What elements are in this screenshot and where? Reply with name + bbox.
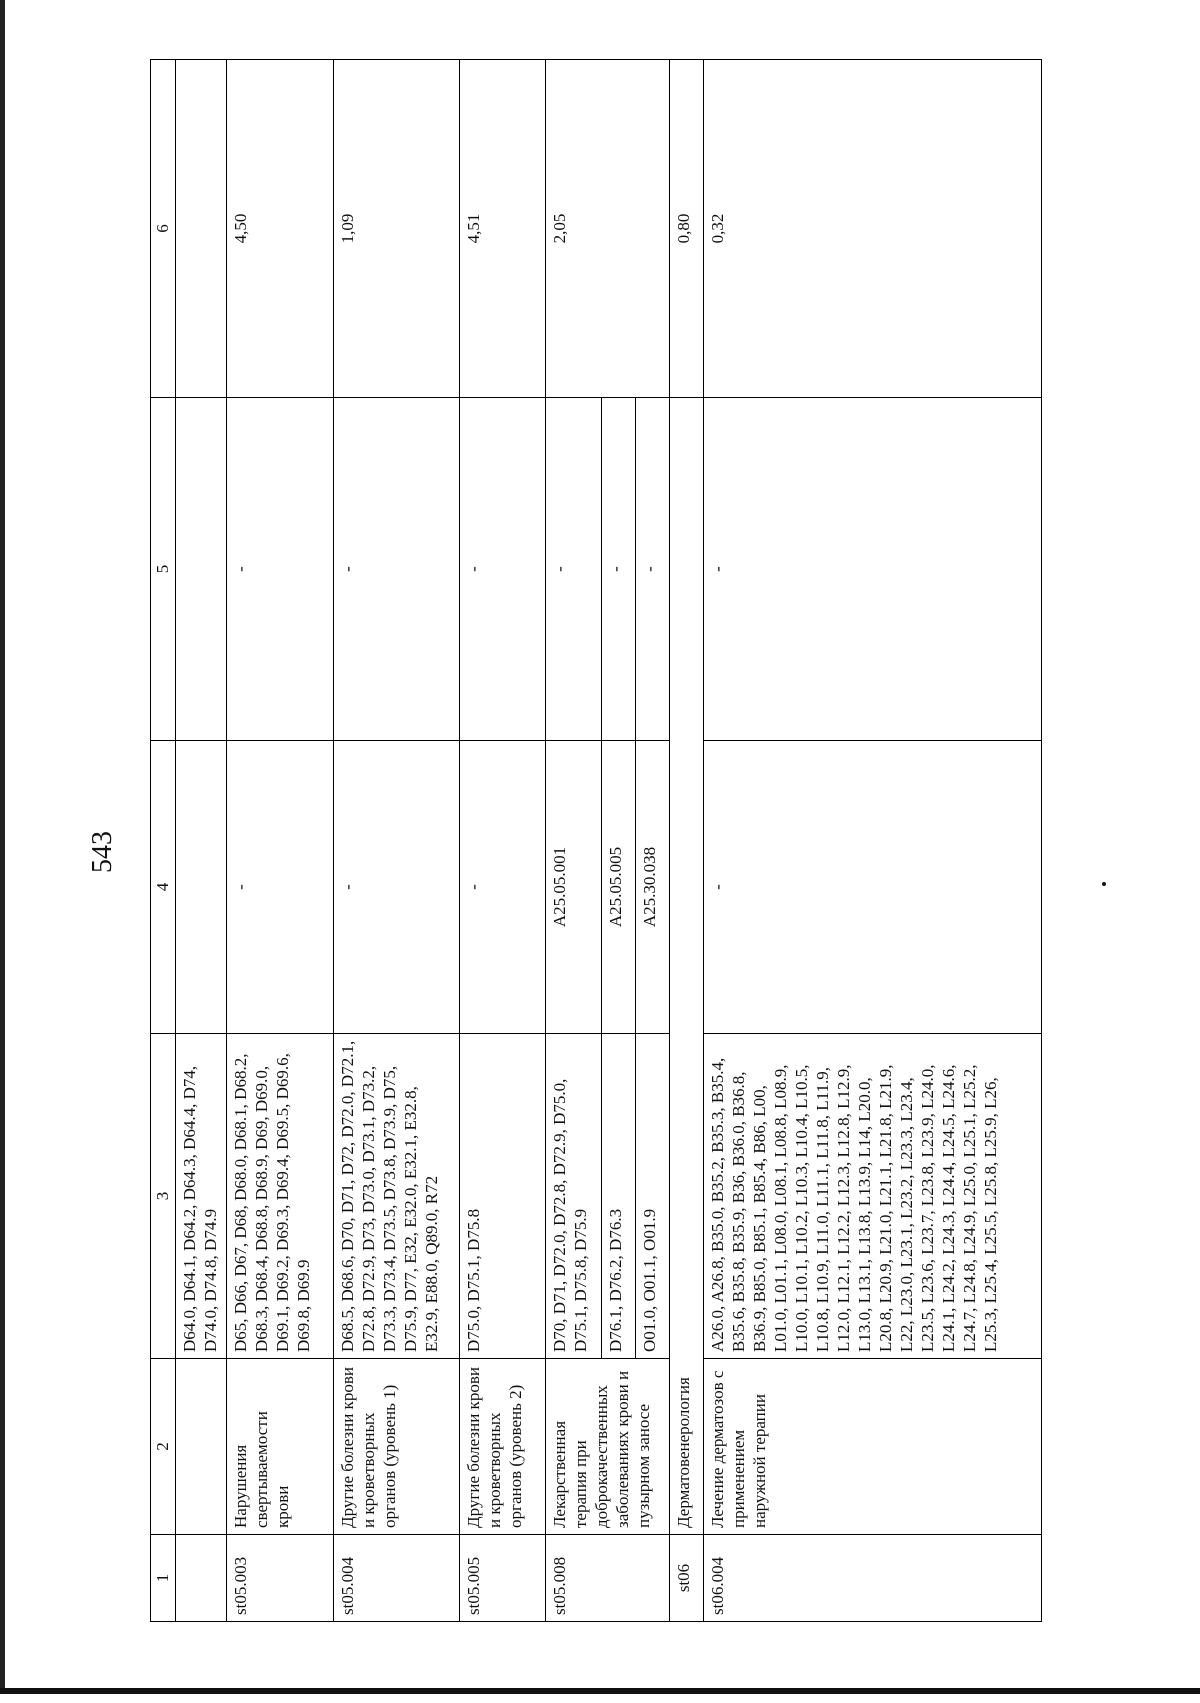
cell-other xyxy=(176,398,227,741)
cell-diagnosis-codes: O01.0, O01.1, O01.9 xyxy=(636,1034,670,1359)
cell-code: st06 xyxy=(670,1535,704,1622)
header-col-3: 3 xyxy=(151,1034,176,1359)
cell-coefficient: 0,32 xyxy=(704,60,1042,398)
cell-diagnosis-codes: D75.0, D75.1, D75.8 xyxy=(460,1034,546,1359)
rotated-table-area xyxy=(150,60,1150,1622)
cell-coefficient: 2,05 xyxy=(546,60,670,398)
page-number: 543 xyxy=(87,831,118,873)
tariff-table xyxy=(150,59,1042,1622)
table-row-st06-004 xyxy=(704,60,1042,1622)
cell-code xyxy=(176,1535,227,1622)
cell-name: Нарушения свертываемости крови xyxy=(227,1359,334,1535)
cell-coefficient: 0,80 xyxy=(670,60,704,398)
cell-coefficient xyxy=(176,60,227,398)
header-col-2: 2 xyxy=(151,1359,176,1535)
table-row-st05-008 xyxy=(546,60,602,1622)
cell-other: - xyxy=(602,398,636,741)
scan-bottom-edge xyxy=(0,1688,1200,1694)
header-col-6: 6 xyxy=(151,60,176,398)
cell-other: - xyxy=(334,398,460,741)
table-row-continued xyxy=(176,60,227,1622)
cell-service-code: - xyxy=(460,741,546,1034)
cell-code: st05.004 xyxy=(334,1535,460,1622)
cell-code: st06.004 xyxy=(704,1535,1042,1622)
scan-left-edge xyxy=(0,0,5,1694)
cell-coefficient: 1,09 xyxy=(334,60,460,398)
cell-service-code: - xyxy=(227,741,334,1034)
table-rotator xyxy=(150,60,1150,1622)
cell-service-code xyxy=(176,741,227,1034)
cell-diagnosis-codes: D64.0, D64.1, D64.2, D64.3, D64.4, D74, D74.0, D74.8, D74.9 xyxy=(176,1034,227,1359)
header-col-1: 1 xyxy=(151,1535,176,1622)
table-row-st05-004 xyxy=(334,60,460,1622)
cell-diagnosis-codes: D76.1, D76.2, D76.3 xyxy=(602,1034,636,1359)
cell-other: - xyxy=(460,398,546,741)
cell-name: Лечение дерматозов с применением наружной терапии xyxy=(704,1359,1042,1535)
cell-service-code: A25.05.005 xyxy=(602,741,636,1034)
table-row-st05-005 xyxy=(460,60,546,1622)
cell-code: st05.005 xyxy=(460,1535,546,1622)
cell-other: - xyxy=(227,398,334,741)
cell-service-code: A25.05.001 xyxy=(546,741,602,1034)
cell-name: Другие болезни крови и кроветворных органов (уровень 2) xyxy=(460,1359,546,1535)
cell-service-code: - xyxy=(704,741,1042,1034)
cell-diagnosis-codes: D65, D66, D67, D68, D68.0, D68.1, D68.2, D68.3, D68.4, D68.8, D68.9, D69, D69.0, D69.1, D69.2, D69.3, D69.4, D69.5, D69.6, D69.8, D69.9 xyxy=(227,1034,334,1359)
cell-diagnosis-codes: D70, D71, D72.0, D72.8, D72.9, D75.0, D75.1, D75.8, D75.9 xyxy=(546,1034,602,1359)
cell-section-name: Дерматовенерология xyxy=(670,398,704,1535)
header-col-5: 5 xyxy=(151,398,176,741)
cell-name: Другие болезни крови и кроветворных органов (уровень 1) xyxy=(334,1359,460,1535)
cell-diagnosis-codes: A26.0, A26.8, B35.0, B35.2, B35.3, B35.4, B35.6, B35.8, B35.9, B36, B36.0, B36.8, B36.9, B85.0, B85.1, B85.4, B86, L00, L01.0, L01.1, L08.0, L08.1, L08.8, L08.9, L10.0, L10.1, L10.2, L10.3, L10.4, L10.5, L10.8, L10.9, L11.0, L11.1, L11.8, L11.9, L12.0, L12.1, L12.2, L12.3, L12.8, L12.9, L13.0, L13.1, L13.8, L13.9, L14, L20.0, L20.8, L20.9, L21.0, L21.1, L21.8, L21.9, L22, L23.0, L23.1, L23.2, L23.3, L23.4, L23.5, L23.6, L23.7, L23.8, L23.9, L24.0, L24.1, L24.2, L24.3, L24.4, L24.5, L24.6, L24.7, L24.8, L24.9, L25.0, L25.1, L25.2, L25.3, L25.4, L25.5, L25.8, L25.9, L26, xyxy=(704,1034,1042,1359)
header-col-4: 4 xyxy=(151,741,176,1034)
cell-name: Лекарственная терапия при доброкачественных заболеваниях крови и пузырном заносе xyxy=(546,1359,670,1535)
header-row xyxy=(151,60,176,1622)
cell-diagnosis-codes: D68.5, D68.6, D70, D71, D72, D72.0, D72.1, D72.8, D72.9, D73, D73.0, D73.1, D73.2, D73.3, D73.4, D73.5, D73.8, D73.9, D75, D75.9, D77, E32, E32.0, E32.1, E32.8, E32.9, E88.0, Q89.0, R72 xyxy=(334,1034,460,1359)
cell-service-code: A25.30.038 xyxy=(636,741,670,1034)
cell-code: st05.008 xyxy=(546,1535,670,1622)
cell-other: - xyxy=(636,398,670,741)
cell-coefficient: 4,51 xyxy=(460,60,546,398)
cell-name xyxy=(176,1359,227,1535)
table-row-st06 xyxy=(670,60,704,1622)
cell-coefficient: 4,50 xyxy=(227,60,334,398)
table-row-st05-003 xyxy=(227,60,334,1622)
cell-service-code: - xyxy=(334,741,460,1034)
cell-code: st05.003 xyxy=(227,1535,334,1622)
cell-other: - xyxy=(546,398,602,741)
cell-other: - xyxy=(704,398,1042,741)
